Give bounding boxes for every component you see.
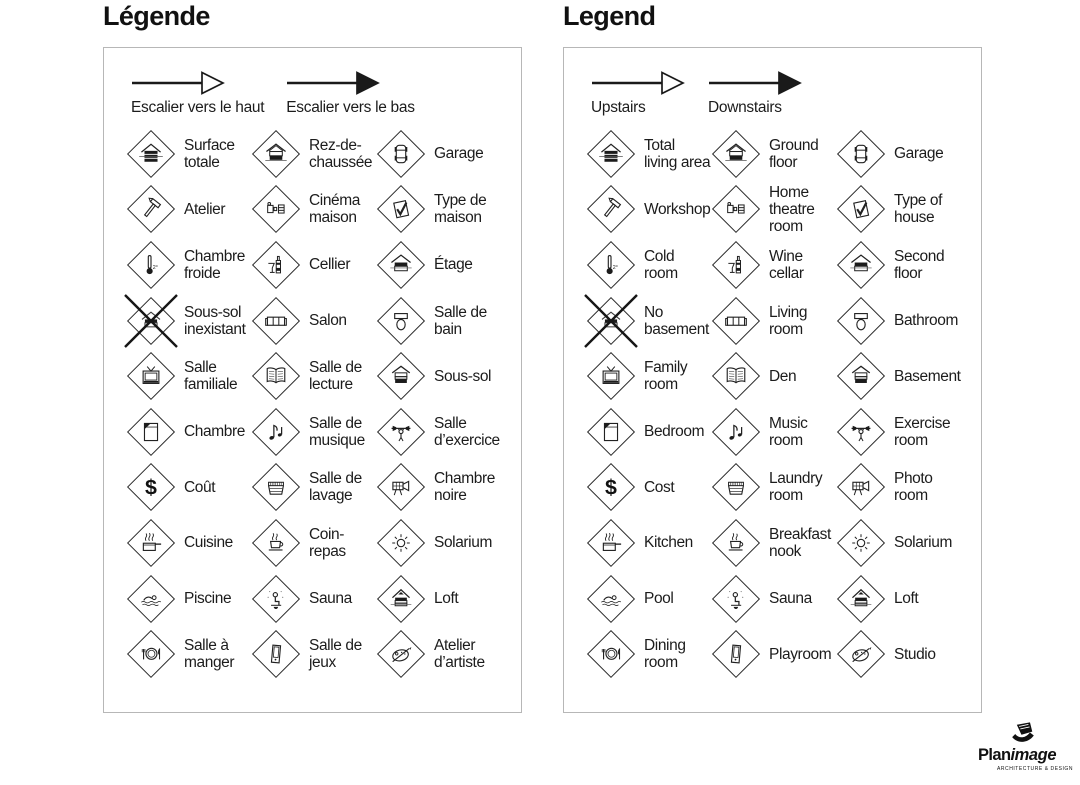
french-panel-title: Légende <box>103 1 210 31</box>
legend-item-label: Pool <box>644 590 674 608</box>
legend-item <box>376 184 511 234</box>
garage-icon <box>836 129 886 179</box>
pot-icon <box>126 518 176 568</box>
legend-item-label: Cost <box>644 478 675 496</box>
legend-item <box>836 240 971 290</box>
legend-item-label: Piscine <box>184 590 232 608</box>
legend-item <box>711 240 836 290</box>
wine-icon <box>711 240 761 290</box>
stairs-arrows <box>104 48 521 117</box>
theatre-icon <box>711 184 761 234</box>
legend-item-label: Coin-repas <box>309 525 346 560</box>
pot-icon <box>586 518 636 568</box>
upstairs-arrow-icon <box>131 70 226 96</box>
legend-item <box>711 462 836 512</box>
legend-item <box>251 296 376 346</box>
tv-icon <box>586 351 636 401</box>
legend-item <box>836 296 971 346</box>
play-icon <box>251 629 301 679</box>
camera-icon <box>836 462 886 512</box>
downstairs-label: Escalier vers le bas <box>286 99 415 116</box>
legend-item-label: Home theatre room <box>769 183 815 235</box>
upstairs-arrow-icon <box>591 70 686 96</box>
legend-item-label: Garage <box>434 145 484 163</box>
legend-item <box>586 407 711 457</box>
legend-item <box>376 296 511 346</box>
bath-icon <box>376 296 426 346</box>
base-icon <box>836 351 886 401</box>
dining-icon <box>126 629 176 679</box>
english-panel-title: Legend <box>563 1 656 31</box>
legend-item <box>836 407 971 457</box>
legend-item <box>836 629 971 679</box>
logo-brand-bold: Plan <box>978 746 1011 764</box>
typehouse-icon <box>376 184 426 234</box>
ground-icon <box>251 129 301 179</box>
cup-icon <box>251 518 301 568</box>
downstairs-label: Downstairs <box>708 99 782 116</box>
legend-item-label: Studio <box>894 645 936 663</box>
legend-item-label: Surface totale <box>184 136 235 171</box>
legend-item-label: Breakfast nook <box>769 525 831 560</box>
legend-item <box>586 518 711 568</box>
planimage-logo-icon <box>1006 721 1040 747</box>
legend-item <box>376 407 511 457</box>
workshop-icon <box>126 184 176 234</box>
crossed-out-x-icon <box>122 292 180 350</box>
dining-icon <box>586 629 636 679</box>
camera-icon <box>376 462 426 512</box>
legend-item <box>126 240 251 290</box>
legend-item-label: No basement <box>644 303 709 338</box>
sun-icon <box>836 518 886 568</box>
legend-item <box>251 462 376 512</box>
legend-item <box>251 184 376 234</box>
legend-item-label: Cellier <box>309 256 351 274</box>
legend-item-label: Playroom <box>769 645 832 663</box>
legend-item-label: Basement <box>894 367 961 385</box>
legend-item-label: Chambre froide <box>184 247 245 282</box>
legend-item <box>711 129 836 179</box>
legend-item-label: Music room <box>769 414 808 449</box>
legend-item-label: Sauna <box>769 590 812 608</box>
legend-item <box>251 574 376 624</box>
ground-icon <box>711 129 761 179</box>
legend-item-label: Sous-sol <box>434 367 492 385</box>
legend-item <box>586 574 711 624</box>
legend-item <box>836 351 971 401</box>
legend-item <box>251 629 376 679</box>
legend-item <box>586 351 711 401</box>
legend-item-label: Den <box>769 367 797 385</box>
legend-item <box>376 351 511 401</box>
legend-item-label: Living room <box>769 303 808 338</box>
legend-item <box>836 462 971 512</box>
legend-item <box>126 296 251 346</box>
stairs-down-legend <box>286 70 414 117</box>
stairs-up-legend <box>591 70 686 117</box>
pool-icon <box>586 574 636 624</box>
legend-item-label: Loft <box>894 590 919 608</box>
legend-item-label: Chambre <box>184 423 245 441</box>
cup-icon <box>711 518 761 568</box>
legend-item <box>711 407 836 457</box>
workshop-icon <box>586 184 636 234</box>
loft-icon <box>836 574 886 624</box>
legend-item <box>586 462 711 512</box>
sauna-icon <box>711 574 761 624</box>
cold-icon <box>586 240 636 290</box>
legend-item-label: Total living area <box>644 136 711 171</box>
legend-item <box>126 629 251 679</box>
stairs-down-legend <box>708 70 803 117</box>
legend-item <box>711 629 836 679</box>
legend-item-label: Dining room <box>644 637 686 672</box>
legend-item-label: Étage <box>434 256 473 274</box>
garage-icon <box>376 129 426 179</box>
book-icon <box>251 351 301 401</box>
legend-item <box>376 462 511 512</box>
base-icon <box>376 351 426 401</box>
legend-item <box>711 518 836 568</box>
legend-item-label: Salon <box>309 312 347 330</box>
legend-item <box>586 129 711 179</box>
exercise-icon <box>376 407 426 457</box>
legend-item <box>251 351 376 401</box>
legend-item-label: Kitchen <box>644 534 693 552</box>
sofa-icon <box>251 296 301 346</box>
legend-item <box>126 129 251 179</box>
legend-item-label: Cuisine <box>184 534 233 552</box>
bed-icon <box>126 407 176 457</box>
sun-icon <box>376 518 426 568</box>
legend-item-label: Salle de musique <box>309 414 365 449</box>
legend-item-label: Workshop <box>644 200 711 218</box>
loft-icon <box>376 574 426 624</box>
legend-item-label: Loft <box>434 590 459 608</box>
legend-item <box>836 184 971 234</box>
legend-item <box>836 129 971 179</box>
legend-item-label: Salle d’exercice <box>434 414 500 449</box>
legend-item <box>126 407 251 457</box>
legend-panel-french <box>103 47 522 713</box>
legend-item-label: Salle familiale <box>184 359 238 394</box>
music-icon <box>251 407 301 457</box>
dollar-icon <box>126 462 176 512</box>
upstairs-label: Escalier vers le haut <box>131 99 265 116</box>
legend-item-label: Exercise room <box>894 414 951 449</box>
legend-item-label: Wine cellar <box>769 247 804 282</box>
bed-icon <box>586 407 636 457</box>
legend-item-label: Salle de lecture <box>309 359 362 394</box>
legend-panel-english <box>563 47 982 713</box>
legend-item-label: Coût <box>184 478 216 496</box>
play-icon <box>711 629 761 679</box>
book-icon <box>711 351 761 401</box>
legend-item-label: Second floor <box>894 247 945 282</box>
studio-icon <box>836 629 886 679</box>
tla-icon <box>586 129 636 179</box>
legend-item-label: Solarium <box>434 534 492 552</box>
legend-item <box>376 518 511 568</box>
legend-item <box>126 574 251 624</box>
legend-item-label: Rez-de-chaussée <box>309 136 373 171</box>
legend-item-label: Atelier d’artiste <box>434 637 485 672</box>
legend-item <box>376 574 511 624</box>
legend-item <box>836 518 971 568</box>
legend-item <box>586 296 711 346</box>
legend-item <box>126 184 251 234</box>
nobase-icon <box>586 296 636 346</box>
typehouse-icon <box>836 184 886 234</box>
legend-item <box>711 351 836 401</box>
legend-grid-english <box>586 126 981 682</box>
crossed-out-x-icon <box>582 292 640 350</box>
legend-grid-french <box>126 126 521 682</box>
legend-item-label: Salle de lavage <box>309 470 362 505</box>
legend-item-label: Salle de jeux <box>309 637 362 672</box>
legend-item <box>376 240 511 290</box>
legend-item <box>376 129 511 179</box>
second-icon <box>376 240 426 290</box>
legend-item-label: Laundry room <box>769 470 823 505</box>
legend-item-label: Garage <box>894 145 944 163</box>
bath-icon <box>836 296 886 346</box>
wine-icon <box>251 240 301 290</box>
theatre-icon <box>251 184 301 234</box>
legend-item <box>586 629 711 679</box>
legend-item-label: Ground floor <box>769 136 819 171</box>
legend-item-label: Salle de bain <box>434 303 487 338</box>
nobase-icon <box>126 296 176 346</box>
legend-item <box>126 518 251 568</box>
legend-item-label: Bathroom <box>894 312 958 330</box>
legend-item <box>251 518 376 568</box>
laundry-icon <box>251 462 301 512</box>
legend-item-label: Family room <box>644 359 688 394</box>
downstairs-arrow-icon <box>286 70 381 96</box>
legend-item <box>126 351 251 401</box>
legend-item <box>251 407 376 457</box>
studio-icon <box>376 629 426 679</box>
planimage-wordmark <box>978 747 1068 764</box>
stairs-up-legend <box>131 70 264 117</box>
pool-icon <box>126 574 176 624</box>
legend-item-label: Salle à manger <box>184 637 235 672</box>
second-icon <box>836 240 886 290</box>
legend-item <box>711 296 836 346</box>
legend-item-label: Cinéma maison <box>309 192 361 227</box>
legend-item <box>586 184 711 234</box>
legend-item-label: Type of house <box>894 192 943 227</box>
legend-item-label: Chambre noire <box>434 470 495 505</box>
legend-item <box>126 462 251 512</box>
legend-item <box>376 629 511 679</box>
sauna-icon <box>251 574 301 624</box>
sofa-icon <box>711 296 761 346</box>
legend-item-label: Solarium <box>894 534 952 552</box>
logo-tagline: ARCHITECTURE & DESIGN <box>997 765 1074 772</box>
music-icon <box>711 407 761 457</box>
legend-item-label: Sous-sol inexistant <box>184 303 246 338</box>
cold-icon <box>126 240 176 290</box>
legend-item <box>251 129 376 179</box>
legend-item <box>586 240 711 290</box>
stairs-arrows <box>564 48 981 117</box>
laundry-icon <box>711 462 761 512</box>
legend-item-label: Atelier <box>184 200 226 218</box>
dollar-icon <box>586 462 636 512</box>
legend-item <box>711 574 836 624</box>
downstairs-arrow-icon <box>708 70 803 96</box>
legend-item <box>836 574 971 624</box>
legend-item <box>251 240 376 290</box>
legend-item-label: Photo room <box>894 470 933 505</box>
tla-icon <box>126 129 176 179</box>
logo-brand-italic: image <box>1010 746 1057 764</box>
exercise-icon <box>836 407 886 457</box>
legend-item-label: Type de maison <box>434 192 487 227</box>
tv-icon <box>126 351 176 401</box>
legend-item-label: Cold room <box>644 247 678 282</box>
upstairs-label: Upstairs <box>591 99 646 116</box>
legend-item-label: Sauna <box>309 590 352 608</box>
legend-item <box>711 184 836 235</box>
legend-item-label: Bedroom <box>644 423 705 441</box>
planimage-logo <box>978 721 1074 772</box>
